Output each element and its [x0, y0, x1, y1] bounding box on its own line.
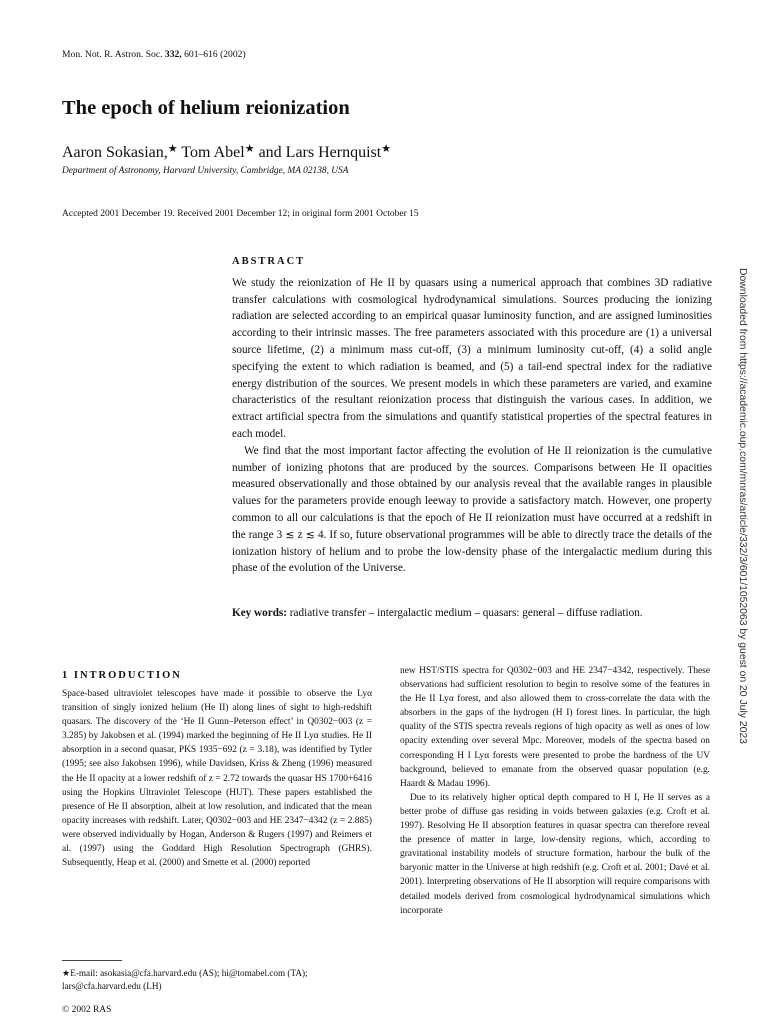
- star-marker: ★: [244, 143, 255, 155]
- keywords-label: Key words:: [232, 607, 287, 619]
- journal-pages: 601–616 (2002): [184, 49, 246, 60]
- intro-paragraph-1: Space-based ultraviolet telescopes have made it possible to observe the Lyα transition of singly ionized helium (He II) along lines of sight to high-redshift quasars. The discovery of the ‘He II Gunn–Peterson effect’ in Q0302−003 (z = 3.285) by Jakobsen et al. (1994) marked the beginning of He II Lyα studies. He II absorption in a second quasar, PKS 1935−692 (z = 3.18), was identified by Tytler (1995; see also Jakobsen 1996), while Davidsen, Kriss & Zheng (1996) measured the He II opacity at a lower redshift of z = 2.72 towards the quasar HS 1700+6416 using the Hopkins Ultraviolet Telescope (HUT). These papers established the presence of He II absorption, albeit at low resolution, and indicated that the mean opacity increases with redshift. Later, Q0302−003 and HE 2347−4342 (z = 2.885) were observed individually by Hogan, Anderson & Rugers (1997) and Reimers et al. (1997) using the Goddard High Resolution Spectrograph (GHRS). Subsequently, Heap et al. (2000) and Smette et al. (2000) reported: [62, 689, 372, 869]
- star-marker: ★: [381, 143, 392, 155]
- journal-name: Mon. Not. R. Astron. Soc.: [62, 49, 163, 60]
- author-hernquist: and Lars Hernquist: [258, 144, 382, 161]
- journal-reference: [62, 49, 246, 60]
- author-abel: Tom Abel: [181, 144, 245, 161]
- received-dates: Accepted 2001 December 19. Received 2001 December 12; in original form 2001 October 15: [62, 209, 419, 219]
- intro-paragraph-3: Due to its relatively higher optical depth compared to H I, He II serves as a better probe of diffuse gas residing in voids between galaxies (e.g. Croft et al. 1997). Resolving He II absorption features in quasar spectra can therefore reveal the presence of matter in large, low-density regions, which, according to gravitational instability models of structure formation, harbour the bulk of the baryonic matter in the Universe at high redshift (e.g. Croft et al. 2001; Davé et al. 2001). Interpreting observations of He II absorption will require comparisons with detailed models derived from cosmological hydrodynamical simulations which incorporate: [400, 792, 710, 916]
- abstract-paragraph-1: We study the reionization of He II by quasars using a numerical approach that combines 3D radiative transfer calculations with cosmological hydrodynamical simulations. Sources producing the ionizing radiation are selected according to an empirical quasar luminosity function, and are assigned luminosities according to their intrinsic masses. The free parameters associated with this procedure are (1) a universal source lifetime, (2) a minimum mass cut-off, (3) a minimum luminosity cut-off, (4) a solid angle specifying the extent to which radiation is beamed, and (5) a tail-end spectral index for the radiative energy distribution of the sources. We present models in which these parameters are varied, and examine characteristics of the resultant reionization process that distinguish the various cases. In addition, we extract artificial spectra from the simulations and quantify statistical properties of the spectral features in each model.: [232, 276, 712, 440]
- keywords: [232, 607, 712, 619]
- abstract-heading: ABSTRACT: [232, 256, 306, 267]
- download-watermark: [736, 268, 748, 768]
- copyright: © 2002 RAS: [62, 1005, 112, 1015]
- left-column: [62, 687, 372, 870]
- star-marker: ★: [167, 143, 178, 155]
- paper-title: The epoch of helium reionization: [62, 97, 350, 119]
- abstract-section: [232, 254, 712, 577]
- abstract-paragraph-2: We find that the most important factor affecting the evolution of He II reionization is the cumulative number of ionizing photons that are produced by the sources. Comparisons between He II opacities measured observationally and those obtained by our analysis reveal that the available ranges in plausible values for the parameters provide enough leeway to provide a satisfactory match. However, one property common to all our calculations is that the epoch of He II reionization must have occurred at a redshift in the range 3 ≲ z ≲ 4. If so, future observational programmes will be able to directly trace the details of the ionization history of helium and to probe the low-density phase of the intergalactic medium during this phase of the evolution of the Universe.: [232, 444, 712, 575]
- footnote: ★E-mail: asokasia@cfa.harvard.edu (AS); hi@tomabel.com (TA); lars@cfa.harvard.edu (LH): [62, 968, 308, 991]
- footnote-rule: [62, 960, 122, 961]
- author-sokasian: Aaron Sokasian,: [62, 144, 168, 161]
- download-note: Downloaded from https://academic.oup.com/mnras/article/332/3/601/1052063 by guest on 20 July 2023: [737, 268, 748, 744]
- affiliation: Department of Astronomy, Harvard University, Cambridge, MA 02138, USA: [62, 166, 349, 176]
- intro-paragraph-2: new HST/STIS spectra for Q0302−003 and HE 2347−4342, respectively. These observations had sufficient resolution to begin to resolve some of the features in the He II Lyα forest, and also allowed them to cross-correlate the data with the absorbers in the gaps of the hydrogen (H I) forest lines. In particular, the high quality of the STIS spectra reveals regions of high opacity as well as ones of low opacity extending over several Mpc. Moreover, models of the spectra based on corresponding H I Lyα forests were presented to probe the hardness of the UV background, believed to emanate from the observed quasar population (e.g. Haardt & Madau 1996).: [400, 666, 710, 789]
- section-heading-introduction: 1 INTRODUCTION: [62, 670, 182, 681]
- right-column: [400, 664, 710, 918]
- journal-volume: 332,: [164, 49, 182, 60]
- author-list: [62, 144, 391, 162]
- keywords-text: radiative transfer – intergalactic medium – quasars: general – diffuse radiation.: [289, 607, 643, 619]
